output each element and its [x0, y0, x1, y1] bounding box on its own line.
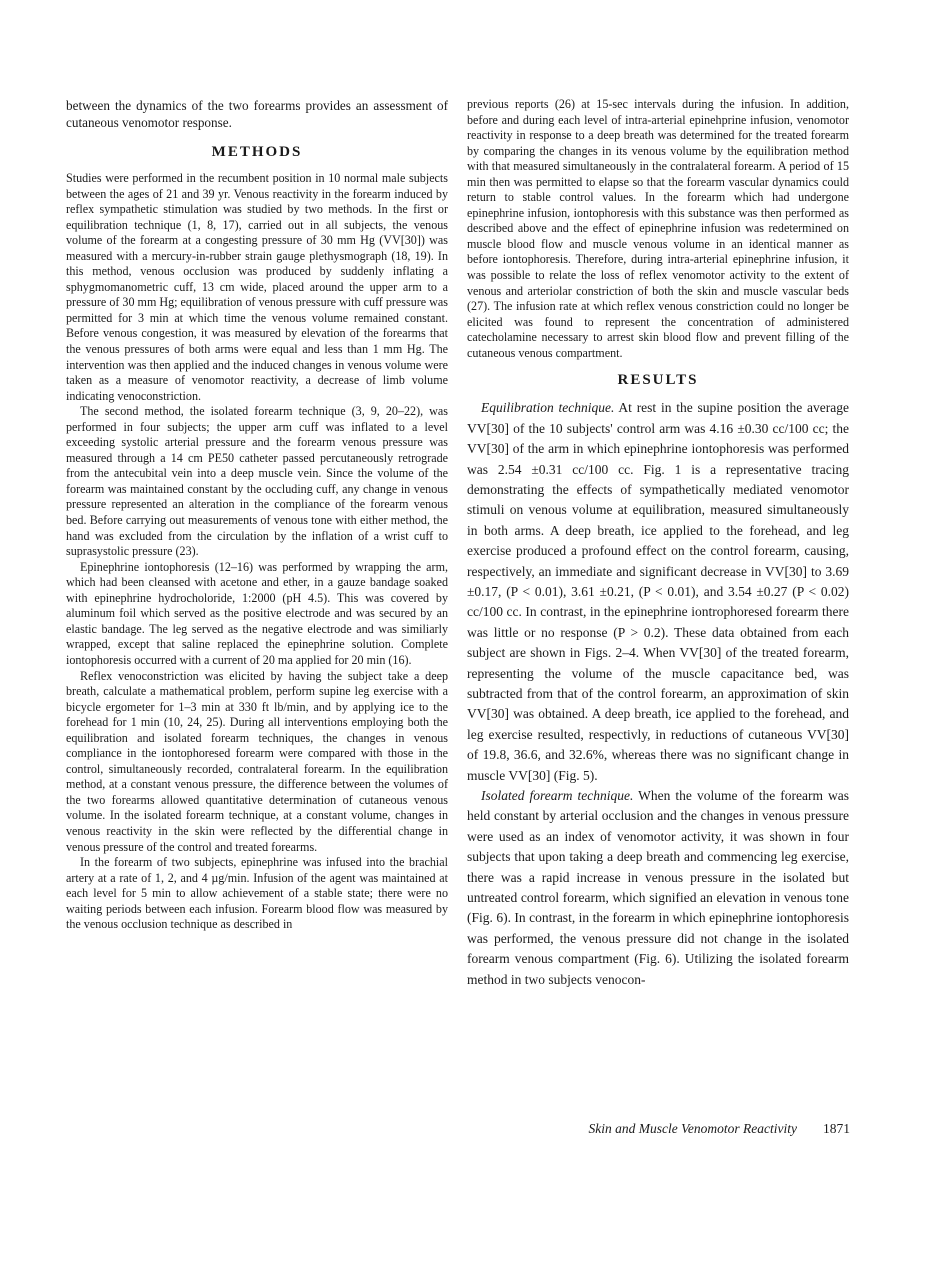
methods-paragraph-1: Studies were performed in the recumbent position in 10 normal male subjects between the ages of 21 and 39 yr. Venous reactivity in the forearm induced by reflex sympathetic stimulation was studied by two methods. In the first or equilibration technique (1, 8, 17), carried out in all subjects, the venous volume of the forearm at a congesting pressure of 30 mm Hg (VV[30]) was measured with a mercury-in-rubber strain gauge plethysmograph (18, 19). In this method, venous occlusion was produced by suddenly inflating a sphygmomanometric cuff, 13 cm wide, placed around the upper arm to a pressure of 30 mm Hg; equilibration of venous pressure with cuff pressure was permitted for 3 min at which time the venous volume remained constant. Before venous congestion, it was measured by elevation of the forearms that the venous pressures of both arms were equal and less than 1 mm Hg. The intervention was then applied and the induced changes in venous volume were taken as a measure of venomotor reactivity, a decrease of limb volume indicating venoconstriction.	[66, 171, 448, 403]
results-paragraph-2	[467, 786, 849, 990]
methods-heading: METHODS	[211, 144, 303, 160]
results-paragraph-1	[467, 398, 849, 786]
results-paragraph-2-text: When the volume of the forearm was held constant by arterial occlusion and the changes in venous pressure were used as an index of venomotor activity, it was shown in four subjects that upon taking a deep breath and commencing leg exercise, there was a rapid increase in venous pressure in the isolated but untreated control forearm, which signified an elevation in venous tone (Fig. 6). In contrast, in the forearm in which epinephrine iontophoresis was performed, the venous pressure did not change in the isolated forearm venous compartment (Fig. 6). Utilizing the isolated forearm method in two subjects venocon-	[467, 788, 849, 987]
equilibration-subheading: Equilibration technique.	[481, 400, 615, 416]
running-title: Skin and Muscle Venomotor Reactivity	[588, 1121, 797, 1136]
methods-paragraph-3: Epinephrine iontophoresis (12–16) was performed by wrapping the arm, which had been cleansed with acetone and ether, in a gauze bandage soaked with epinephrine hydrocholoride, 1:2000 (pH 4.5). This was covered by aluminum foil which served as the positive electrode and was secured by an elastic bandage. The leg served as the negative electrode and was similiarly wrapped, except that saline replaced the epinephrine solution. Complete iontophoresis occurred with a current of 20 ma applied for 20 min (16).	[66, 559, 448, 667]
page-number: 1871	[823, 1121, 850, 1136]
isolated-forearm-subheading: Isolated forearm technique.	[481, 788, 634, 804]
methods-paragraph-2: The second method, the isolated forearm technique (3, 9, 20–22), was performed in four subjects; the upper arm cuff was inflated to a level exceeding systolic arterial pressure and the forearm venous pressure was measured through a 14 cm PE50 catheter passed percutaneously retrograde from the antecubital vein into a deep muscle vein. Since the volume of the forearm was maintained constant by the occluding cuff, any change in venous pressure represented an alteration in the compliance of the forearm venous bed. Before carrying out measurements of venous tone with either method, the hand was excluded from the circulation by the inflation of a wrist cuff to suprasystolic pressure (23).	[66, 404, 448, 559]
left-column	[66, 97, 448, 933]
page-footer	[478, 1120, 850, 1138]
intro-continuation: between the dynamics of the two forearms provides an assessment of cutaneous venomotor response.	[66, 98, 448, 130]
results-paragraph-1-text: At rest in the supine position the average VV[30] of the 10 subjects' control arm was 4.16 ±0.30 cc/100 cc; the VV[30] of the arm in which epinephrine iontophoresis was performed was 2.54 ±0.31 cc/100 cc. Fig. 1 is a representative tracing demonstrating the effects of sympathetically mediated venomotor stimuli on venous volume at equilibration, measured simultaneously in both arms. A deep breath, ice applied to the forehead, and leg exercise produced a profound effect on the control forearm, causing, respectively, an immediate and significant decrease in VV[30] to 3.69 ±0.17, (P < 0.01), 3.61 ±0.21, (P < 0.01), and 3.54 ±0.27 (P < 0.02) cc/100 cc. In contrast, in the epinephrine iontrophoresed forearm there was little or no response (P > 0.2). These data obtained from each subject are shown in Figs. 2–4. When VV[30] of the treated forearm, representing the volume of the muscle capacitance bed, was subtracted from that of the control forearm, an approximation of skin VV[30] was obtained. A deep breath, ice applied to the forehead, and leg exercise resulted, respectivly, in reductions of cutaneous VV[30] of 19.8, 36.6, and 32.6%, whereas there was no significant change in muscle VV[30] (Fig. 5).	[467, 400, 849, 783]
right-column	[467, 97, 849, 990]
methods-continuation: previous reports (26) at 15-sec intervals during the infusion. In addition, before and during each level of intra-arterial epinehprine infusion, venomotor reactivity in response to a deep breath was determined for the treated forearm by comparing the changes in its venous volume by the equilibration method with that measured simultaneously in the contralateral forearm. A period of 15 min then was permitted to elapse so that the forearm vascular dynamics could return to stable control values. In the forearm which had undergone epinephrine infusion, iontophoresis with this substance was then performed as described above and the effect of epinephrine infusion was redetermined on muscle blood flow and muscle venous volume in an identical manner as before iontophoresis. Therefore, during intra-arterial epinephrine infusion, it was possible to relate the loss of reflex venomotor activity to the extent of venous and arteriolar constriction of both the skin and muscle vascular beds (27). The infusion rate at which reflex venous constriction could no longer be elicited was found to represent the concentration of administered catecholamine necessary to arrest skin blood flow and prevent filling of the cutaneous venous compartment.	[467, 97, 849, 360]
methods-paragraph-5: In the forearm of two subjects, epinephrine was infused into the brachial artery at a rate of 1, 2, and 4 µg/min. Infusion of the agent was maintained at each level for 5 min to allow achievement of a stable state; there were no waiting periods between each infusion. Forearm blood flow was measured by the venous occlusion technique as described in	[66, 855, 448, 932]
methods-paragraph-4: Reflex venoconstriction was elicited by having the subject take a deep breath, calculate a mathematical problem, perform supine leg exercise with a bicycle ergometer for 1–3 min at 330 ft lb/min, and by applying ice to the forehead for 1 min (10, 24, 25). During all interventions employing both the equilibration and isolated forearm techniques, the changes in venous compliance in the iontophoresed forearm were compared with those in the control, simultaneously recorded, contralateral forearm. In the equilibration method, at a constant venous pressure, the difference between the volumes of the two forearms allowed quantitative determination of cutaneous venous volume. In the isolated forearm technique, at a constant volume, changes in venous reactivity in the skin were reflected by the differential change in venous pressure of the control and treated forearms.	[66, 668, 448, 854]
results-heading: RESULTS	[617, 372, 699, 389]
